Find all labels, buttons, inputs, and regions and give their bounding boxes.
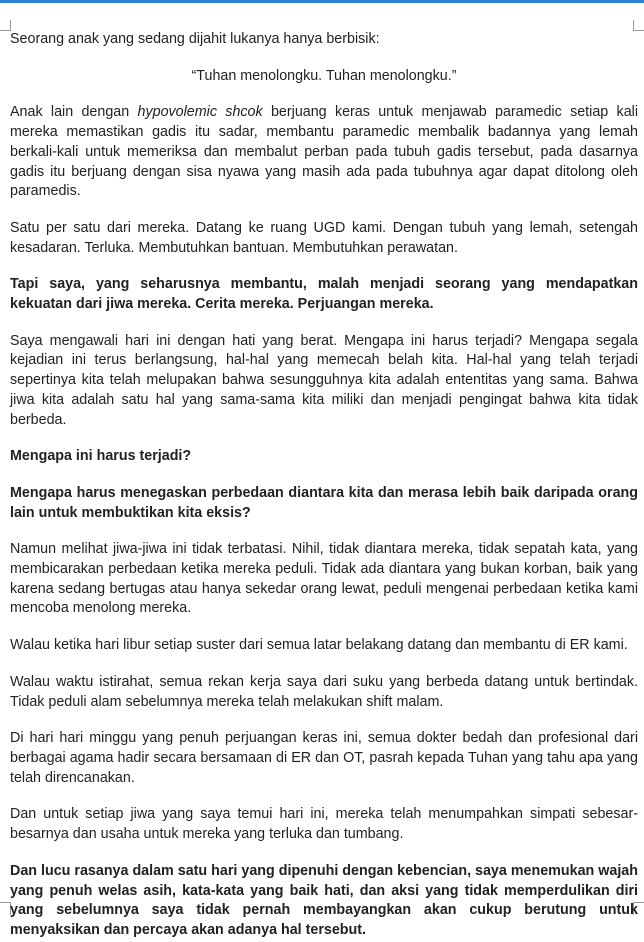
- paragraph-4: Satu per satu dari mereka. Datang ke ruang UGD kami. Dengan tubuh yang lemah, setengah kesadaran. Terluka. Membutuhkan bantuan. Membutuhkan perawatan.: [10, 219, 638, 256]
- paragraph-5: Tapi saya, yang seharusnya membantu, malah menjadi seorang yang mendapatkan kekuatan dari jiwa mereka. Cerita mereka. Perjuangan mereka.: [10, 276, 638, 313]
- paragraph-3: [10, 103, 638, 202]
- paragraph-14: Dan lucu rasanya dalam satu hari yang dipenuhi dengan kebencian, saya menemukan wajah yang penuh welas asih, kata-kata yang baik hati, dan aksi yang tidak memperdulikan diri yang sebelumnya saya tidak pernah membayangkan akan cukup berutung untuk menyaksikan dan percaya akan adanya hal tersebut.: [10, 862, 638, 938]
- paragraph-12: Di hari hari minggu yang penuh perjuangan keras ini, semua dokter bedah dan profesional dari berbagai agama hadir secara bersamaan di ER dan OT, pasrah kepada Tuhan yang tahu apa yang telah direncanakan.: [10, 730, 638, 786]
- paragraph-6: Saya mengawali hari ini dengan hati yang berat. Mengapa ini harus terjadi? Mengapa segala kejadian ini terus berlangsung, hal-hal yang memecah belah kita. Hal-hal yang telah terjadi sepertinya kita telah melupakan bahwa sesungguhnya kita adalah ententitas yang sama. Bahwa jiwa kita adalah satu hal yang sama-sama kita miliki dan menjadi pengingat bahwa kita tidak berbeda.: [10, 332, 638, 428]
- paragraph-3-rest: berjuang keras untuk menjawab paramedic setiap kali mereka memastikan gadis itu sadar, membantu paramedic membalik badannya yang lemah berkali-kali untuk memeriksa dan membalut perban pada tubuh gadis tersebut, pada dasarnya gadis itu berjuang dengan sisa nyawa yang masih ada pada tubuhnya agar dapat ditolong oleh paramedis.: [10, 104, 638, 200]
- paragraph-1: Seorang anak yang sedang dijahit lukanya hanya berbisik:: [10, 31, 380, 47]
- paragraph-3-lead: Anak lain dengan: [10, 104, 138, 121]
- document-page: [10, 30, 638, 941]
- paragraph-10: Walau ketika hari libur setiap suster dari semua latar belakang datang dan membantu di ER kami.: [10, 637, 628, 654]
- paragraph-3-italic-term: hypovolemic shcok: [137, 104, 263, 121]
- paragraph-7: Mengapa ini harus terjadi?: [10, 448, 192, 465]
- paragraph-9: Namun melihat jiwa-jiwa ini tidak terbatasi. Nihil, tidak diantara mereka, tidak sepatah kata, yang membicarakan perbedaan ketika mereka peduli. Tidak ada diantara yang bukan korban, baik yang karena sedang bertugas atau hanya sekedar orang lewat, peduli mengenai perbedaan ketika kami mencoba menolong mereka.: [10, 541, 638, 617]
- paragraph-8: Mengapa harus menegaskan perbedaan diantara kita dan merasa lebih baik daripada orang lain untuk membuktikan kita eksis?: [10, 484, 638, 521]
- paragraph-2-quote: “Tuhan menolongku. Tuhan menolongku.”: [191, 67, 457, 84]
- top-accent-bar: [0, 0, 644, 3]
- paragraph-13: Dan untuk setiap jiwa yang saya temui hari ini, mereka telah menumpahkan simpati sebesar-besarnya dan usaha untuk mereka yang terluka dan tumbang.: [10, 806, 638, 843]
- paragraph-11: Walau waktu istirahat, semua rekan kerja saya dari suku yang berbeda datang untuk bertindak. Tidak peduli alam sebelumnya mereka telah melakukan shift malam.: [10, 673, 638, 710]
